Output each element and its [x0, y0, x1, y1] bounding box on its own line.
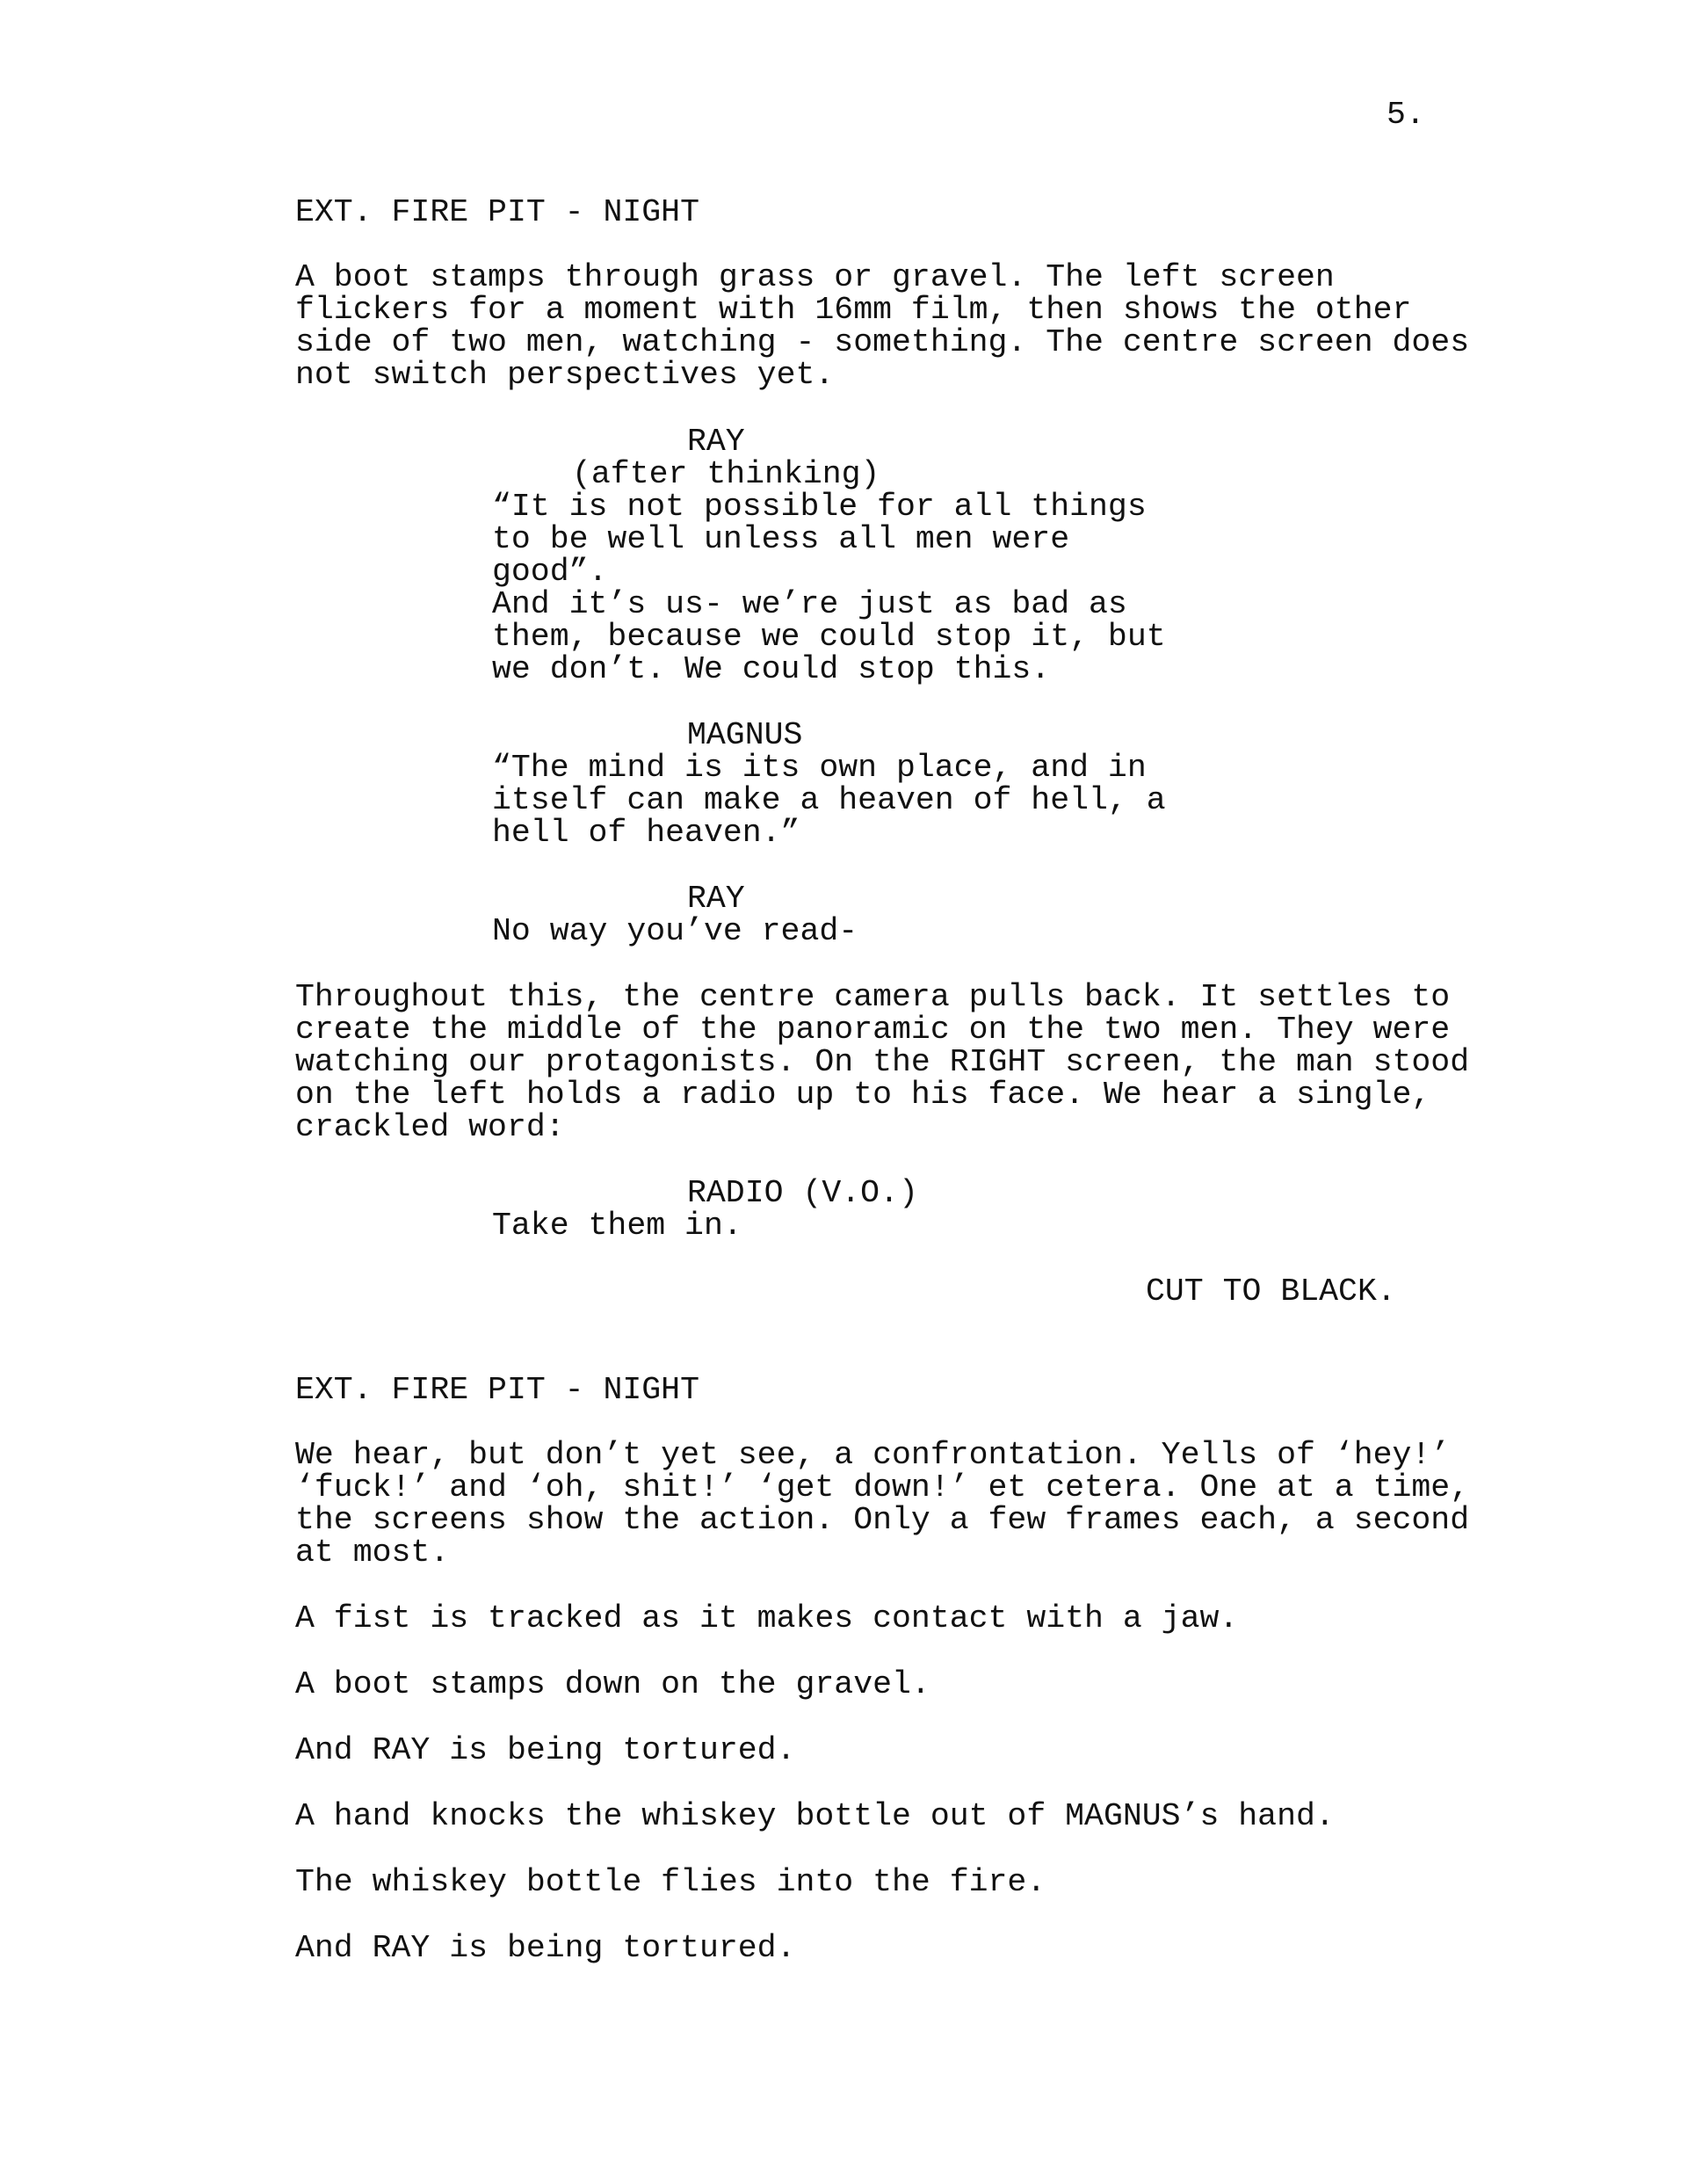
dialogue-line: Take them in.	[492, 1208, 742, 1244]
dialogue-line: to be well unless all men were	[492, 521, 1070, 557]
dialogue-line: we don’t. We could stop this.	[492, 651, 1051, 687]
character-name: RADIO (V.O.)	[687, 1175, 918, 1211]
action-beat: A hand knocks the whiskey bottle out of MAGNUS’s hand.	[295, 1798, 1335, 1834]
action-line: on the left holds a radio up to his face. We hear a single,	[295, 1077, 1431, 1113]
scene-heading: EXT. FIRE PIT - NIGHT	[295, 194, 699, 230]
action-line: create the middle of the panoramic on the two men. They were	[295, 1012, 1451, 1048]
action-line: not switch perspectives yet.	[295, 357, 835, 393]
action-line: side of two men, watching - something. The centre screen does	[295, 324, 1470, 360]
action-line: flickers for a moment with 16mm film, then shows the other	[295, 292, 1412, 328]
parenthetical: (after thinking)	[572, 456, 880, 492]
action-line: ‘fuck!’ and ‘oh, shit!’ ‘get down!’ et cetera. One at a time,	[295, 1469, 1470, 1506]
dialogue-line: “It is not possible for all things	[492, 489, 1147, 525]
action-line: A boot stamps through grass or gravel. The left screen	[295, 259, 1335, 295]
action-beat: A fist is tracked as it makes contact with a jaw.	[295, 1600, 1239, 1636]
page-number: 5.	[1387, 97, 1425, 133]
character-name: RAY	[687, 424, 745, 460]
dialogue-line: hell of heaven.”	[492, 815, 800, 851]
action-line: the screens show the action. Only a few frames each, a second	[295, 1502, 1470, 1538]
dialogue-line: “The mind is its own place, and in	[492, 750, 1147, 786]
dialogue-line: itself can make a heaven of hell, a	[492, 782, 1166, 818]
character-name: RAY	[687, 881, 745, 917]
scene-heading: EXT. FIRE PIT - NIGHT	[295, 1372, 699, 1408]
action-line: at most.	[295, 1535, 450, 1571]
action-line: crackled word:	[295, 1109, 565, 1145]
action-line: watching our protagonists. On the RIGHT screen, the man stood	[295, 1044, 1470, 1080]
character-name: MAGNUS	[687, 717, 803, 753]
dialogue-line: good”.	[492, 554, 608, 590]
dialogue-line: And it’s us- we’re just as bad as	[492, 586, 1127, 622]
dialogue-line: them, because we could stop it, but	[492, 619, 1166, 655]
action-beat: And RAY is being tortured.	[295, 1732, 796, 1768]
dialogue-line: No way you’ve read-	[492, 913, 858, 949]
action-beat: The whiskey bottle flies into the fire.	[295, 1864, 1046, 1900]
action-beat: A boot stamps down on the gravel.	[295, 1666, 930, 1702]
action-beat: And RAY is being tortured.	[295, 1930, 796, 1966]
transition: CUT TO BLACK.	[1146, 1273, 1396, 1310]
action-line: Throughout this, the centre camera pulls back. It settles to	[295, 979, 1451, 1015]
action-line: We hear, but don’t yet see, a confrontation. Yells of ‘hey!’	[295, 1437, 1451, 1473]
